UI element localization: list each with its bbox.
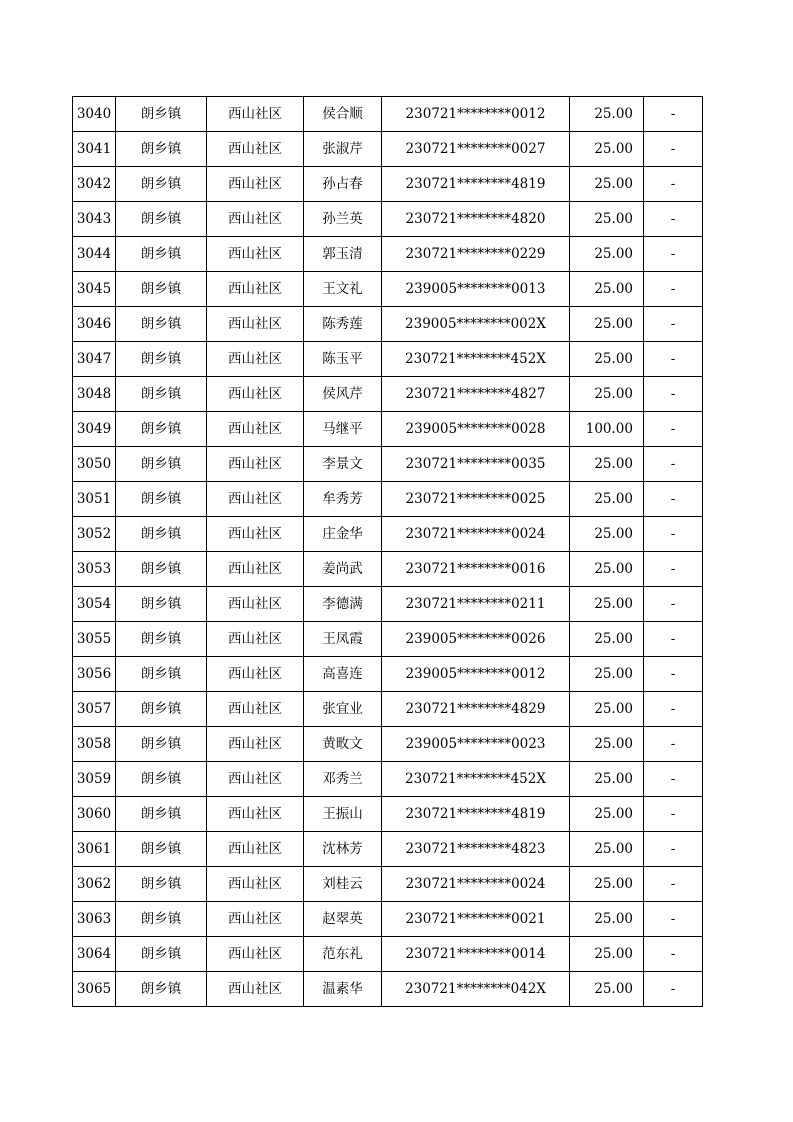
town-cell: 朗乡镇: [116, 972, 207, 1007]
remark-cell: -: [644, 902, 703, 937]
name-cell: 张淑芹: [304, 132, 382, 167]
remark-cell: -: [644, 517, 703, 552]
name-cell: 赵翠英: [304, 902, 382, 937]
community-cell: 西山社区: [207, 867, 304, 902]
amount-cell: 25.00: [570, 552, 644, 587]
amount-cell: 25.00: [570, 377, 644, 412]
id-number-cell: 230721********4820: [382, 202, 570, 237]
amount-cell: 25.00: [570, 482, 644, 517]
town-cell: 朗乡镇: [116, 272, 207, 307]
id-number-cell: 239005********002X: [382, 307, 570, 342]
id-number-cell: 230721********0211: [382, 587, 570, 622]
name-cell: 郭玉清: [304, 237, 382, 272]
town-cell: 朗乡镇: [116, 517, 207, 552]
row-number: 3056: [73, 657, 116, 692]
table-row: [73, 272, 703, 307]
community-cell: 西山社区: [207, 132, 304, 167]
remark-cell: -: [644, 307, 703, 342]
row-number: 3047: [73, 342, 116, 377]
amount-cell: 25.00: [570, 307, 644, 342]
remark-cell: -: [644, 867, 703, 902]
name-cell: 刘桂云: [304, 867, 382, 902]
name-cell: 王振山: [304, 797, 382, 832]
community-cell: 西山社区: [207, 412, 304, 447]
community-cell: 西山社区: [207, 727, 304, 762]
row-number: 3055: [73, 622, 116, 657]
town-cell: 朗乡镇: [116, 937, 207, 972]
id-number-cell: 230721********0024: [382, 867, 570, 902]
community-cell: 西山社区: [207, 342, 304, 377]
community-cell: 西山社区: [207, 622, 304, 657]
community-cell: 西山社区: [207, 447, 304, 482]
remark-cell: -: [644, 202, 703, 237]
amount-cell: 25.00: [570, 937, 644, 972]
id-number-cell: 230721********0024: [382, 517, 570, 552]
row-number: 3043: [73, 202, 116, 237]
id-number-cell: 230721********0229: [382, 237, 570, 272]
row-number: 3058: [73, 727, 116, 762]
remark-cell: -: [644, 622, 703, 657]
amount-cell: 25.00: [570, 832, 644, 867]
id-number-cell: 230721********4823: [382, 832, 570, 867]
town-cell: 朗乡镇: [116, 237, 207, 272]
town-cell: 朗乡镇: [116, 832, 207, 867]
town-cell: 朗乡镇: [116, 132, 207, 167]
town-cell: 朗乡镇: [116, 692, 207, 727]
community-cell: 西山社区: [207, 937, 304, 972]
row-number: 3051: [73, 482, 116, 517]
remark-cell: -: [644, 412, 703, 447]
table-row: [73, 832, 703, 867]
town-cell: 朗乡镇: [116, 97, 207, 132]
id-number-cell: 230721********0014: [382, 937, 570, 972]
row-number: 3052: [73, 517, 116, 552]
row-number: 3053: [73, 552, 116, 587]
remark-cell: -: [644, 692, 703, 727]
id-number-cell: 239005********0013: [382, 272, 570, 307]
amount-cell: 25.00: [570, 517, 644, 552]
community-cell: 西山社区: [207, 657, 304, 692]
table-row: [73, 657, 703, 692]
name-cell: 马继平: [304, 412, 382, 447]
table-row: [73, 412, 703, 447]
name-cell: 庄金华: [304, 517, 382, 552]
community-cell: 西山社区: [207, 97, 304, 132]
row-number: 3054: [73, 587, 116, 622]
name-cell: 姜尚武: [304, 552, 382, 587]
town-cell: 朗乡镇: [116, 587, 207, 622]
name-cell: 孙占春: [304, 167, 382, 202]
id-number-cell: 239005********0012: [382, 657, 570, 692]
community-cell: 西山社区: [207, 797, 304, 832]
table-row: [73, 797, 703, 832]
id-number-cell: 230721********0021: [382, 902, 570, 937]
row-number: 3065: [73, 972, 116, 1007]
town-cell: 朗乡镇: [116, 902, 207, 937]
name-cell: 陈玉平: [304, 342, 382, 377]
table-row: [73, 482, 703, 517]
table-row: [73, 307, 703, 342]
community-cell: 西山社区: [207, 972, 304, 1007]
row-number: 3050: [73, 447, 116, 482]
row-number: 3041: [73, 132, 116, 167]
community-cell: 西山社区: [207, 167, 304, 202]
town-cell: 朗乡镇: [116, 377, 207, 412]
amount-cell: 25.00: [570, 447, 644, 482]
id-number-cell: 230721********4819: [382, 797, 570, 832]
amount-cell: 25.00: [570, 202, 644, 237]
id-number-cell: 230721********0012: [382, 97, 570, 132]
town-cell: 朗乡镇: [116, 657, 207, 692]
community-cell: 西山社区: [207, 377, 304, 412]
name-cell: 陈秀莲: [304, 307, 382, 342]
table-row: [73, 727, 703, 762]
data-table: [72, 96, 703, 1007]
amount-cell: 25.00: [570, 132, 644, 167]
id-number-cell: 239005********0026: [382, 622, 570, 657]
town-cell: 朗乡镇: [116, 482, 207, 517]
remark-cell: -: [644, 377, 703, 412]
row-number: 3049: [73, 412, 116, 447]
row-number: 3045: [73, 272, 116, 307]
row-number: 3044: [73, 237, 116, 272]
remark-cell: -: [644, 447, 703, 482]
id-number-cell: 230721********0027: [382, 132, 570, 167]
community-cell: 西山社区: [207, 902, 304, 937]
community-cell: 西山社区: [207, 202, 304, 237]
remark-cell: -: [644, 797, 703, 832]
table-row: [73, 167, 703, 202]
remark-cell: -: [644, 342, 703, 377]
table-body: [73, 97, 703, 1007]
row-number: 3046: [73, 307, 116, 342]
town-cell: 朗乡镇: [116, 727, 207, 762]
remark-cell: -: [644, 587, 703, 622]
id-number-cell: 239005********0023: [382, 727, 570, 762]
row-number: 3057: [73, 692, 116, 727]
id-number-cell: 230721********4827: [382, 377, 570, 412]
table-row: [73, 237, 703, 272]
remark-cell: -: [644, 237, 703, 272]
amount-cell: 25.00: [570, 762, 644, 797]
table-row: [73, 517, 703, 552]
amount-cell: 25.00: [570, 902, 644, 937]
name-cell: 侯风芹: [304, 377, 382, 412]
remark-cell: -: [644, 482, 703, 517]
name-cell: 邓秀兰: [304, 762, 382, 797]
remark-cell: -: [644, 937, 703, 972]
table-row: [73, 202, 703, 237]
id-number-cell: 230721********0035: [382, 447, 570, 482]
community-cell: 西山社区: [207, 307, 304, 342]
remark-cell: -: [644, 97, 703, 132]
town-cell: 朗乡镇: [116, 867, 207, 902]
table-row: [73, 342, 703, 377]
remark-cell: -: [644, 972, 703, 1007]
town-cell: 朗乡镇: [116, 342, 207, 377]
amount-cell: 25.00: [570, 972, 644, 1007]
row-number: 3048: [73, 377, 116, 412]
name-cell: 范东礼: [304, 937, 382, 972]
community-cell: 西山社区: [207, 517, 304, 552]
community-cell: 西山社区: [207, 832, 304, 867]
town-cell: 朗乡镇: [116, 202, 207, 237]
remark-cell: -: [644, 167, 703, 202]
town-cell: 朗乡镇: [116, 797, 207, 832]
row-number: 3062: [73, 867, 116, 902]
amount-cell: 25.00: [570, 342, 644, 377]
name-cell: 高喜连: [304, 657, 382, 692]
id-number-cell: 230721********4819: [382, 167, 570, 202]
record-sheet: [72, 96, 702, 1007]
amount-cell: 25.00: [570, 622, 644, 657]
table-row: [73, 902, 703, 937]
community-cell: 西山社区: [207, 692, 304, 727]
remark-cell: -: [644, 727, 703, 762]
row-number: 3064: [73, 937, 116, 972]
name-cell: 王凤霞: [304, 622, 382, 657]
id-number-cell: 230721********452X: [382, 762, 570, 797]
town-cell: 朗乡镇: [116, 412, 207, 447]
town-cell: 朗乡镇: [116, 762, 207, 797]
amount-cell: 25.00: [570, 867, 644, 902]
table-row: [73, 377, 703, 412]
name-cell: 孙兰英: [304, 202, 382, 237]
table-row: [73, 867, 703, 902]
remark-cell: -: [644, 832, 703, 867]
community-cell: 西山社区: [207, 552, 304, 587]
row-number: 3060: [73, 797, 116, 832]
remark-cell: -: [644, 132, 703, 167]
id-number-cell: 230721********042X: [382, 972, 570, 1007]
table-row: [73, 132, 703, 167]
town-cell: 朗乡镇: [116, 167, 207, 202]
name-cell: 温素华: [304, 972, 382, 1007]
row-number: 3063: [73, 902, 116, 937]
name-cell: 沈林芳: [304, 832, 382, 867]
name-cell: 牟秀芳: [304, 482, 382, 517]
town-cell: 朗乡镇: [116, 622, 207, 657]
id-number-cell: 230721********0025: [382, 482, 570, 517]
amount-cell: 25.00: [570, 237, 644, 272]
table-row: [73, 937, 703, 972]
remark-cell: -: [644, 552, 703, 587]
id-number-cell: 230721********0016: [382, 552, 570, 587]
remark-cell: -: [644, 657, 703, 692]
amount-cell: 25.00: [570, 272, 644, 307]
community-cell: 西山社区: [207, 587, 304, 622]
table-row: [73, 622, 703, 657]
table-row: [73, 692, 703, 727]
table-row: [73, 97, 703, 132]
community-cell: 西山社区: [207, 237, 304, 272]
town-cell: 朗乡镇: [116, 447, 207, 482]
amount-cell: 25.00: [570, 97, 644, 132]
row-number: 3061: [73, 832, 116, 867]
amount-cell: 100.00: [570, 412, 644, 447]
community-cell: 西山社区: [207, 762, 304, 797]
table-row: [73, 447, 703, 482]
id-number-cell: 230721********452X: [382, 342, 570, 377]
remark-cell: -: [644, 272, 703, 307]
amount-cell: 25.00: [570, 587, 644, 622]
table-row: [73, 762, 703, 797]
id-number-cell: 239005********0028: [382, 412, 570, 447]
amount-cell: 25.00: [570, 657, 644, 692]
name-cell: 黄畋文: [304, 727, 382, 762]
amount-cell: 25.00: [570, 167, 644, 202]
remark-cell: -: [644, 762, 703, 797]
name-cell: 李景文: [304, 447, 382, 482]
table-row: [73, 552, 703, 587]
amount-cell: 25.00: [570, 727, 644, 762]
community-cell: 西山社区: [207, 482, 304, 517]
amount-cell: 25.00: [570, 797, 644, 832]
name-cell: 张宜业: [304, 692, 382, 727]
table-row: [73, 972, 703, 1007]
row-number: 3059: [73, 762, 116, 797]
name-cell: 侯合顺: [304, 97, 382, 132]
name-cell: 李德满: [304, 587, 382, 622]
row-number: 3040: [73, 97, 116, 132]
id-number-cell: 230721********4829: [382, 692, 570, 727]
town-cell: 朗乡镇: [116, 307, 207, 342]
community-cell: 西山社区: [207, 272, 304, 307]
row-number: 3042: [73, 167, 116, 202]
name-cell: 王文礼: [304, 272, 382, 307]
town-cell: 朗乡镇: [116, 552, 207, 587]
table-row: [73, 587, 703, 622]
amount-cell: 25.00: [570, 692, 644, 727]
